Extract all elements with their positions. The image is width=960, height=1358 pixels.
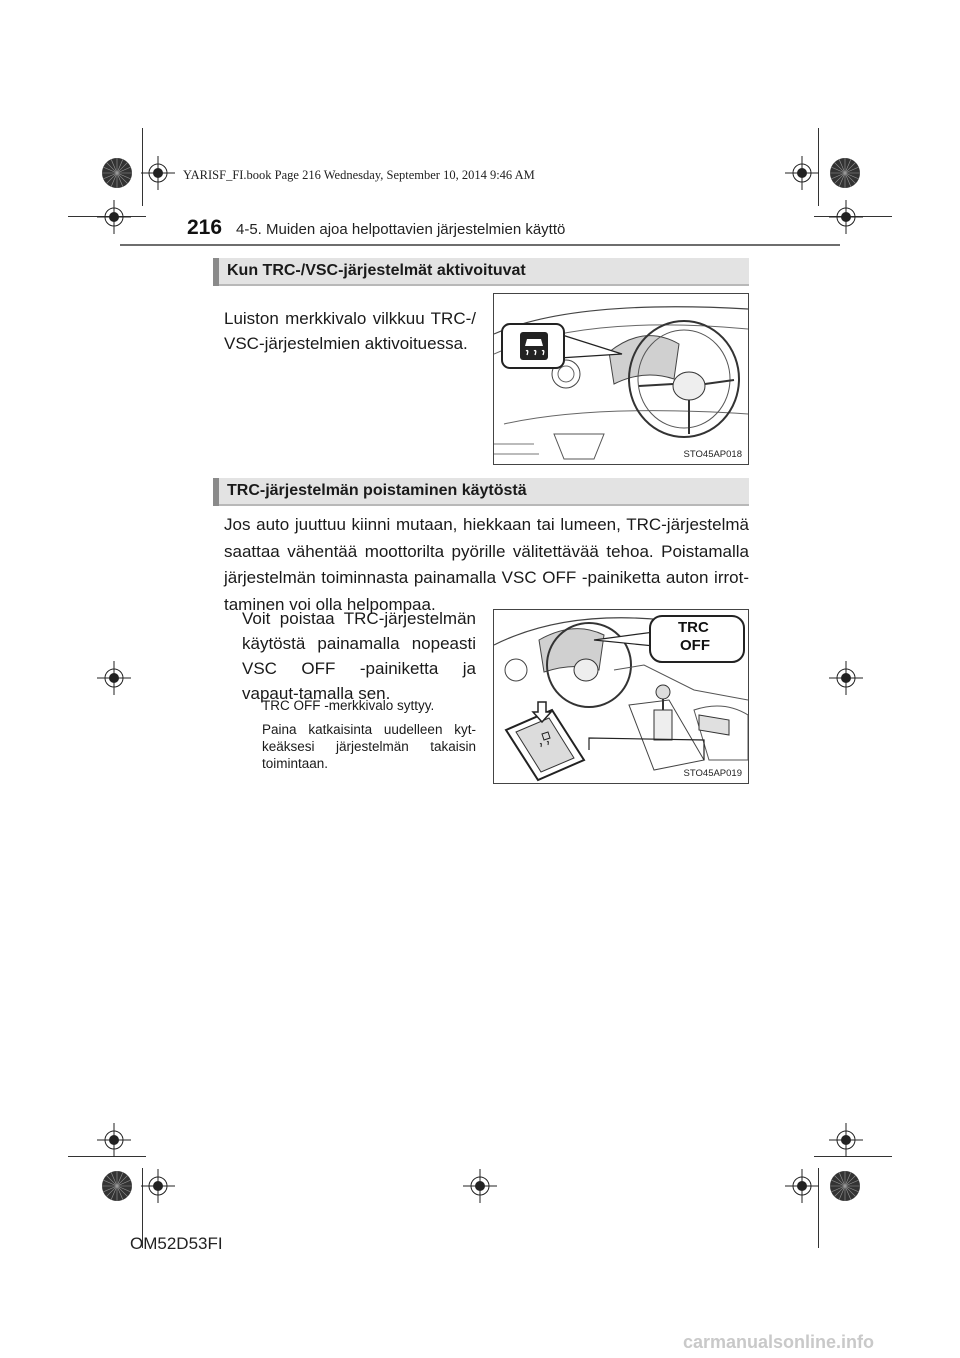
registration-target-icon bbox=[97, 200, 131, 234]
section-path: 4-5. Muiden ajoa helpottavien järjestelmien käyttö bbox=[236, 221, 566, 238]
figure-trc-off-button bbox=[493, 609, 749, 784]
heading-bar bbox=[213, 478, 219, 506]
registration-target-icon bbox=[829, 200, 863, 234]
sunburst-registration-icon bbox=[101, 1170, 133, 1202]
registration-target-icon bbox=[141, 1169, 175, 1203]
section2-step: Voit poistaa TRC-järjestelmän käytöstä painamalla nopeasti VSC OFF -painiketta ja vapaut-tamalla sen. bbox=[242, 609, 476, 703]
figure-dashboard-slip-indicator bbox=[493, 293, 749, 465]
section-heading-text: Kun TRC-/VSC-järjestelmät aktivoituvat bbox=[227, 262, 526, 279]
watermark: carmanualsonline.info bbox=[683, 1332, 875, 1352]
figure-code: STO45AP019 bbox=[683, 768, 742, 779]
book-info: YARISF_FI.book Page 216 Wednesday, September 10, 2014 9:46 AM bbox=[183, 168, 535, 182]
callout-label-off: OFF bbox=[680, 637, 710, 654]
sunburst-registration-icon bbox=[101, 157, 133, 189]
heading-bar bbox=[213, 258, 219, 286]
registration-target-icon bbox=[829, 661, 863, 695]
registration-target-icon bbox=[785, 156, 819, 190]
registration-target-icon bbox=[97, 1123, 131, 1157]
registration-target-icon bbox=[463, 1169, 497, 1203]
dashboard-illustration bbox=[494, 294, 748, 464]
sunburst-registration-icon bbox=[829, 157, 861, 189]
header-rule bbox=[120, 244, 840, 246]
figure-code: STO45AP018 bbox=[683, 449, 742, 460]
page-number: 216 bbox=[187, 216, 223, 239]
section-heading-text: TRC-järjestelmän poistaminen käytöstä bbox=[227, 482, 527, 499]
callout-label-trc: TRC bbox=[678, 619, 709, 636]
registration-target-icon bbox=[785, 1169, 819, 1203]
section2-note-2: Paina katkaisinta uudelleen kyt-keäksesi järjestelmän takaisin toimintaan. bbox=[262, 722, 476, 771]
section2-intro: Jos auto juuttuu kiinni mutaan, hiekkaan tai lumeen, TRC-järjestelmä saattaa vähentää moottorilta pyörille välitettävää tehoa. Poistamalla järjestelmän toiminnasta painamalla VSC OFF -painiketta auton irrot-taminen voi olla helpompaa. bbox=[224, 515, 749, 614]
sunburst-registration-icon bbox=[829, 1170, 861, 1202]
section2-note-1: TRC OFF -merkkivalo syttyy. bbox=[262, 698, 435, 713]
section-heading bbox=[213, 478, 749, 506]
console-illustration bbox=[494, 610, 748, 783]
registration-target-icon bbox=[97, 661, 131, 695]
registration-target-icon bbox=[829, 1123, 863, 1157]
registration-target-icon bbox=[141, 156, 175, 190]
section1-text: Luiston merkkivalo vilkkuu TRC-/ VSC-järjestelmien aktivoituessa. bbox=[224, 309, 476, 353]
document-code: OM52D53FI bbox=[130, 1234, 223, 1253]
section-heading bbox=[213, 258, 749, 286]
